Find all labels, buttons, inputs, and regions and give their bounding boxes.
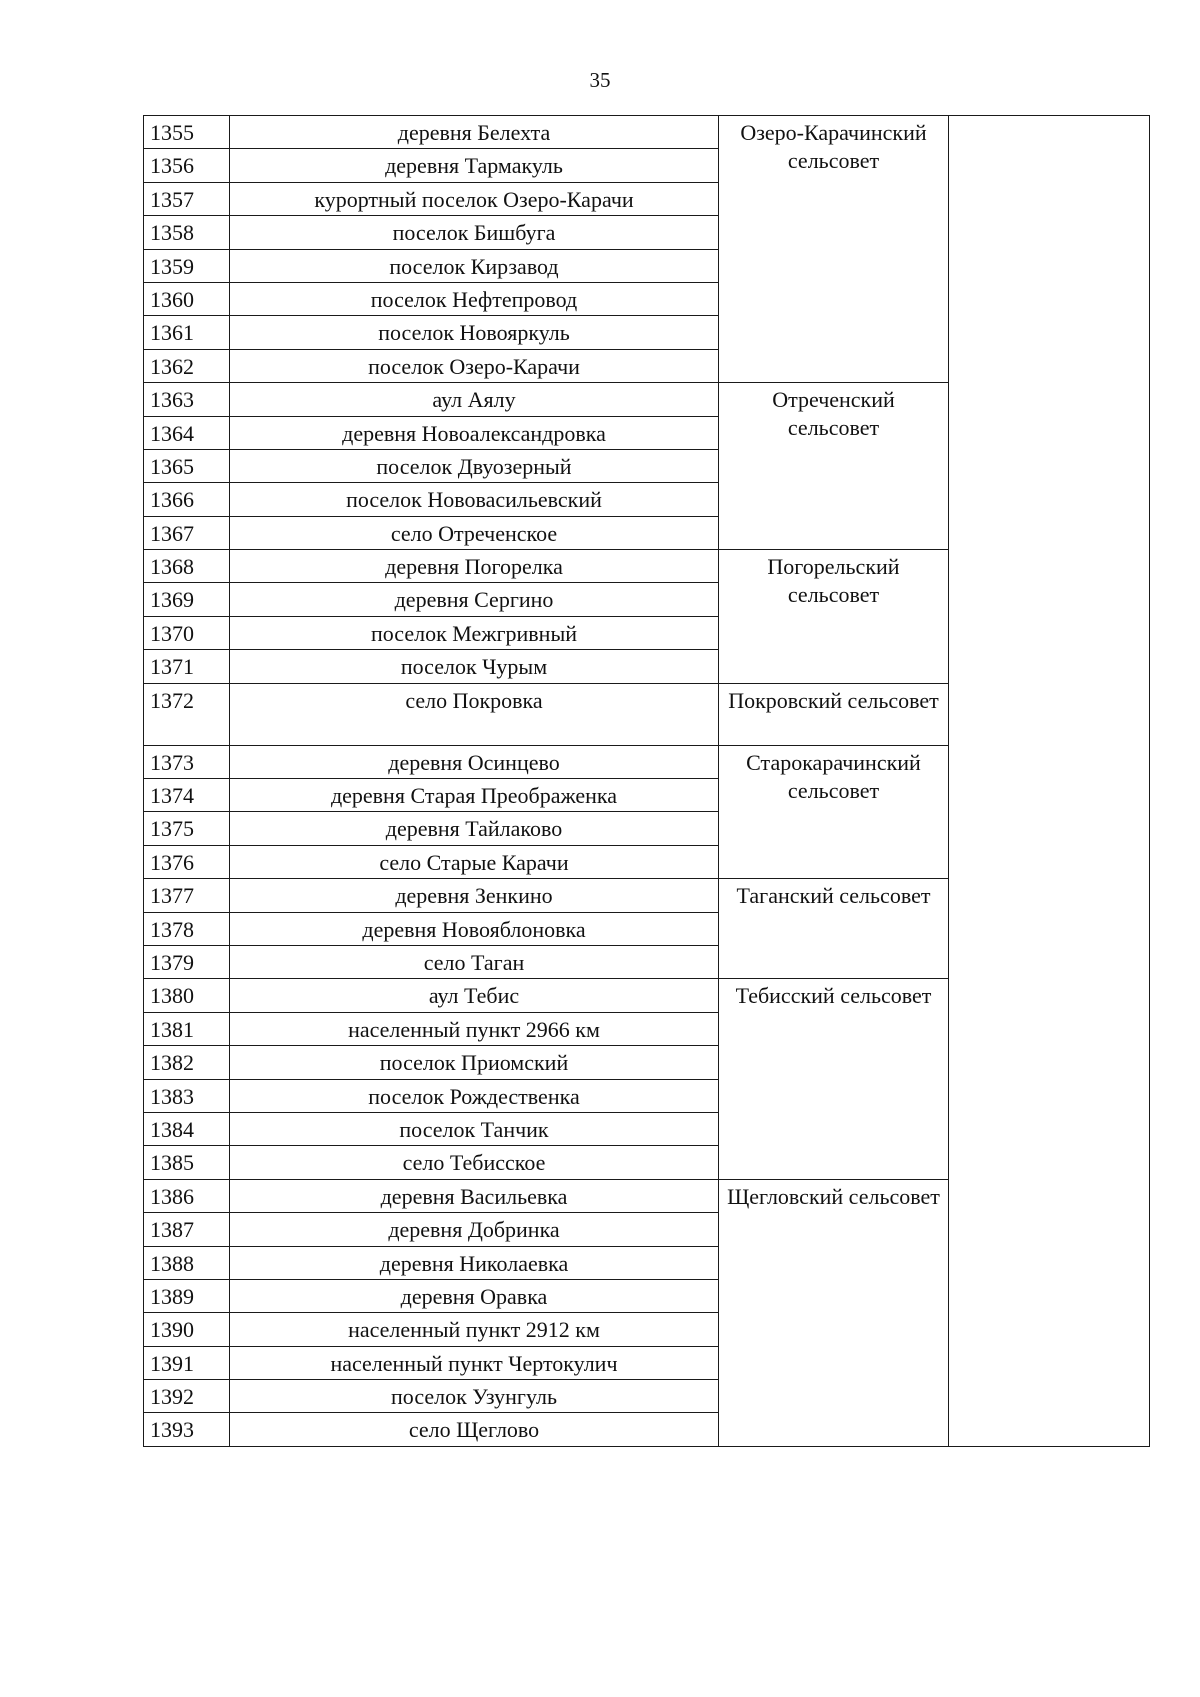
row-number-cell: 1377 [144, 879, 230, 912]
settlement-name-cell: поселок Танчик [230, 1112, 719, 1145]
row-number-cell: 1391 [144, 1346, 230, 1379]
settlement-name-cell: поселок Озеро-Карачи [230, 349, 719, 382]
row-number-cell: 1358 [144, 216, 230, 249]
council-cell: Щегловский сельсовет [719, 1179, 949, 1446]
settlement-name-cell: деревня Оравка [230, 1279, 719, 1312]
row-number-cell: 1393 [144, 1413, 230, 1446]
settlement-name-cell: деревня Белехта [230, 116, 719, 149]
settlement-name-cell: аул Тебис [230, 979, 719, 1012]
settlement-name-cell: поселок Межгривный [230, 616, 719, 649]
settlements-table [143, 115, 1150, 1447]
settlement-name-cell: аул Аялу [230, 383, 719, 416]
settlement-name-cell: поселок Рождественка [230, 1079, 719, 1112]
settlement-name-cell: село Покровка [230, 683, 719, 745]
row-number-cell: 1392 [144, 1380, 230, 1413]
settlement-name-cell: деревня Сергино [230, 583, 719, 616]
council-cell: Озеро-Карачинский сельсовет [719, 116, 949, 383]
row-number-cell: 1364 [144, 416, 230, 449]
council-cell: Покровский сельсовет [719, 683, 949, 745]
table-row [144, 116, 1150, 149]
row-number-cell: 1371 [144, 650, 230, 683]
row-number-cell: 1370 [144, 616, 230, 649]
settlement-name-cell: поселок Нововасильевский [230, 483, 719, 516]
page-number: 35 [589, 68, 611, 92]
settlement-name-cell: деревня Тайлаково [230, 812, 719, 845]
settlement-name-cell: село Щеглово [230, 1413, 719, 1446]
row-number-cell: 1387 [144, 1213, 230, 1246]
settlement-name-cell: деревня Добринка [230, 1213, 719, 1246]
settlement-name-cell: поселок Приомский [230, 1046, 719, 1079]
settlement-name-cell: поселок Чурым [230, 650, 719, 683]
settlement-name-cell: село Таган [230, 945, 719, 978]
row-number-cell: 1381 [144, 1012, 230, 1045]
row-number-cell: 1355 [144, 116, 230, 149]
row-number-cell: 1390 [144, 1313, 230, 1346]
council-cell: Старокарачинский сельсовет [719, 745, 949, 879]
row-number-cell: 1376 [144, 845, 230, 878]
row-number-cell: 1378 [144, 912, 230, 945]
row-number-cell: 1384 [144, 1112, 230, 1145]
row-number-cell: 1386 [144, 1179, 230, 1212]
council-cell: Отреченский сельсовет [719, 383, 949, 550]
row-number-cell: 1368 [144, 550, 230, 583]
row-number-cell: 1366 [144, 483, 230, 516]
settlements-table-body [144, 116, 1150, 1447]
settlement-name-cell: поселок Новояркуль [230, 316, 719, 349]
row-number-cell: 1388 [144, 1246, 230, 1279]
settlement-name-cell: деревня Зенкино [230, 879, 719, 912]
council-cell: Тебисский сельсовет [719, 979, 949, 1179]
settlement-name-cell: деревня Новоалександровка [230, 416, 719, 449]
settlement-name-cell: деревня Старая Преображенка [230, 779, 719, 812]
row-number-cell: 1356 [144, 149, 230, 182]
settlement-name-cell: деревня Погорелка [230, 550, 719, 583]
settlement-name-cell: населенный пункт 2912 км [230, 1313, 719, 1346]
row-number-cell: 1362 [144, 349, 230, 382]
row-number-cell: 1372 [144, 683, 230, 745]
row-number-cell: 1359 [144, 249, 230, 282]
row-number-cell: 1363 [144, 383, 230, 416]
settlement-name-cell: курортный поселок Озеро-Карачи [230, 182, 719, 215]
settlement-name-cell: деревня Новояблоновка [230, 912, 719, 945]
settlement-name-cell: населенный пункт 2966 км [230, 1012, 719, 1045]
row-number-cell: 1360 [144, 282, 230, 315]
row-number-cell: 1375 [144, 812, 230, 845]
settlement-name-cell: поселок Бишбуга [230, 216, 719, 249]
settlement-name-cell: село Старые Карачи [230, 845, 719, 878]
settlement-name-cell: деревня Осинцево [230, 745, 719, 778]
settlement-name-cell: поселок Двуозерный [230, 449, 719, 482]
row-number-cell: 1382 [144, 1046, 230, 1079]
settlement-name-cell: поселок Кирзавод [230, 249, 719, 282]
settlement-name-cell: поселок Узунгуль [230, 1380, 719, 1413]
council-cell: Погорельский сельсовет [719, 550, 949, 684]
settlement-name-cell: село Отреченское [230, 516, 719, 549]
row-number-cell: 1357 [144, 182, 230, 215]
empty-column-cell [949, 116, 1150, 1447]
row-number-cell: 1374 [144, 779, 230, 812]
row-number-cell: 1383 [144, 1079, 230, 1112]
row-number-cell: 1379 [144, 945, 230, 978]
row-number-cell: 1389 [144, 1279, 230, 1312]
settlement-name-cell: населенный пункт Чертокулич [230, 1346, 719, 1379]
settlement-name-cell: деревня Тармакуль [230, 149, 719, 182]
settlement-name-cell: деревня Николаевка [230, 1246, 719, 1279]
row-number-cell: 1367 [144, 516, 230, 549]
row-number-cell: 1361 [144, 316, 230, 349]
settlement-name-cell: поселок Нефтепровод [230, 282, 719, 315]
settlement-name-cell: село Тебисское [230, 1146, 719, 1179]
row-number-cell: 1385 [144, 1146, 230, 1179]
row-number-cell: 1373 [144, 745, 230, 778]
council-cell: Таганский сельсовет [719, 879, 949, 979]
settlement-name-cell: деревня Васильевка [230, 1179, 719, 1212]
row-number-cell: 1380 [144, 979, 230, 1012]
row-number-cell: 1365 [144, 449, 230, 482]
row-number-cell: 1369 [144, 583, 230, 616]
